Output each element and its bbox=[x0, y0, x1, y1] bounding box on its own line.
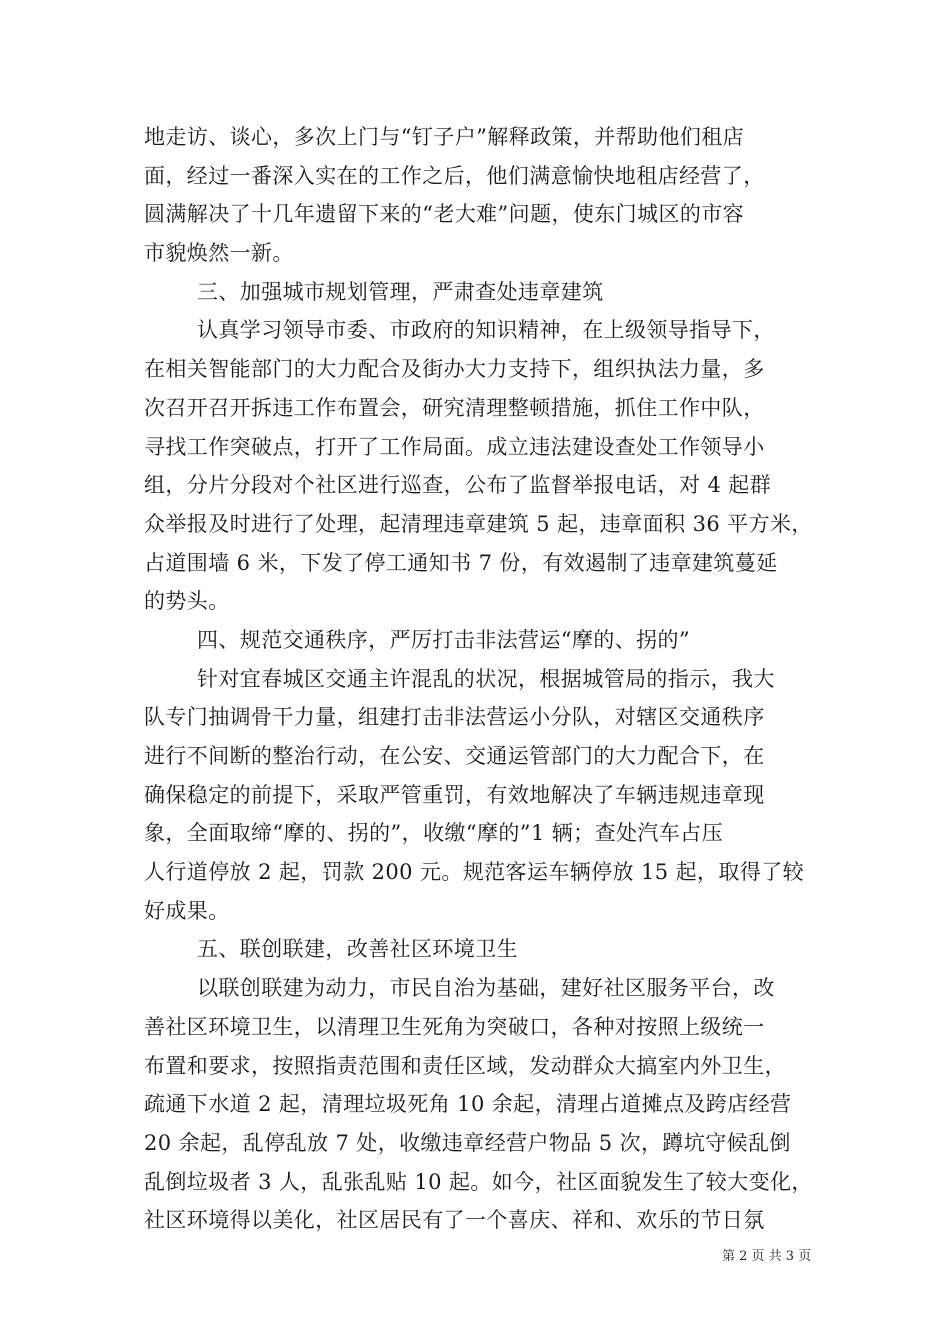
text-line: 队专门抽调骨干力量，组建打击非法营运小分队，对辖区交通秩序 bbox=[144, 705, 765, 730]
text-line: 认真学习领导市委、市政府的知识精神，在上级领导指导下， bbox=[197, 318, 775, 343]
text-line: 次召开召开拆违工作布置会，研究清理整顿措施，抓住工作中队， bbox=[144, 395, 765, 420]
text-line: 市貌焕然一新。 bbox=[144, 241, 294, 266]
text-line: 社区环境得以美化，社区居民有了一个喜庆、祥和、欢乐的节日氛 bbox=[144, 1208, 765, 1233]
text-line: 在相关智能部门的大力配合及街办大力支持下，组织执法力量，多 bbox=[144, 357, 765, 382]
text-line: 人行道停放 2 起，罚款 200 元。规范客运车辆停放 15 起，取得了较 bbox=[144, 860, 805, 885]
text-line: 组，分片分段对个社区进行巡查，公布了监督举报电话，对 4 起群 bbox=[144, 473, 772, 498]
text-line: 象，全面取缔“摩的、拐的”，收缴“摩的”1 辆；查处汽车占压 bbox=[144, 821, 723, 846]
page-number: 第 2 页 共 3 页 bbox=[722, 1249, 812, 1264]
text-line: 20 余起，乱停乱放 7 处，收缴违章经营户物品 5 次，蹲坑守候乱倒 bbox=[144, 1130, 791, 1155]
text-line: 进行不间断的整治行动，在公安、交通运管部门的大力配合下，在 bbox=[144, 744, 765, 768]
text-line: 针对宜春城区交通主许混乱的状况，根据城管局的指示，我大 bbox=[197, 666, 775, 691]
text-line: 以联创联建为动力，市民自治为基础，建好社区服务平台，改 bbox=[197, 976, 775, 1001]
text-line: 善社区环境卫生，以清理卫生死角为突破口，各种对按照上级统一 bbox=[144, 1014, 765, 1039]
text-line: 圆满解决了十几年遗留下来的“老大难”问题，使东门城区的市容 bbox=[144, 202, 745, 227]
text-line: 占道围墙 6 米，下发了停工通知书 7 份，有效遏制了违章建筑蔓延 bbox=[144, 550, 778, 575]
text-line: 的势头。 bbox=[144, 589, 230, 614]
text-line: 确保稳定的前提下，采取严管重罚，有效地解决了车辆违规违章现 bbox=[144, 782, 765, 807]
text-line: 地走访、谈心，多次上门与“钉子户”解释政策，并帮助他们租店 bbox=[144, 125, 745, 149]
text-line: 疏通下水道 2 起，清理垃圾死角 10 余起，清理占道摊点及跨店经营 bbox=[144, 1092, 792, 1117]
section-heading: 三、加强城市规划管理，严肃查处违章建筑 bbox=[197, 279, 604, 304]
text-line: 布置和要求，按照指责范围和责任区域，发动群众大搞室内外卫生， bbox=[144, 1053, 786, 1078]
text-line: 众举报及时进行了处理，起清理违章建筑 5 起，违章面积 36 平方米， bbox=[144, 511, 813, 536]
text-line: 乱倒垃圾者 3 人，乱张乱贴 10 起。如今，社区面貌发生了较大变化， bbox=[144, 1169, 813, 1194]
text-line: 好成果。 bbox=[144, 898, 230, 923]
text-line: 寻找工作突破点，打开了工作局面。成立违法建设查处工作领导小 bbox=[144, 434, 765, 459]
document-body bbox=[144, 118, 820, 1240]
text-line: 面，经过一番深入实在的工作之后，他们满意愉快地租店经营了， bbox=[144, 163, 765, 188]
section-heading: 五、联创联建，改善社区环境卫生 bbox=[197, 937, 518, 962]
section-heading: 四、规范交通秩序，严厉打击非法营运“摩的、拐的” bbox=[197, 627, 691, 652]
